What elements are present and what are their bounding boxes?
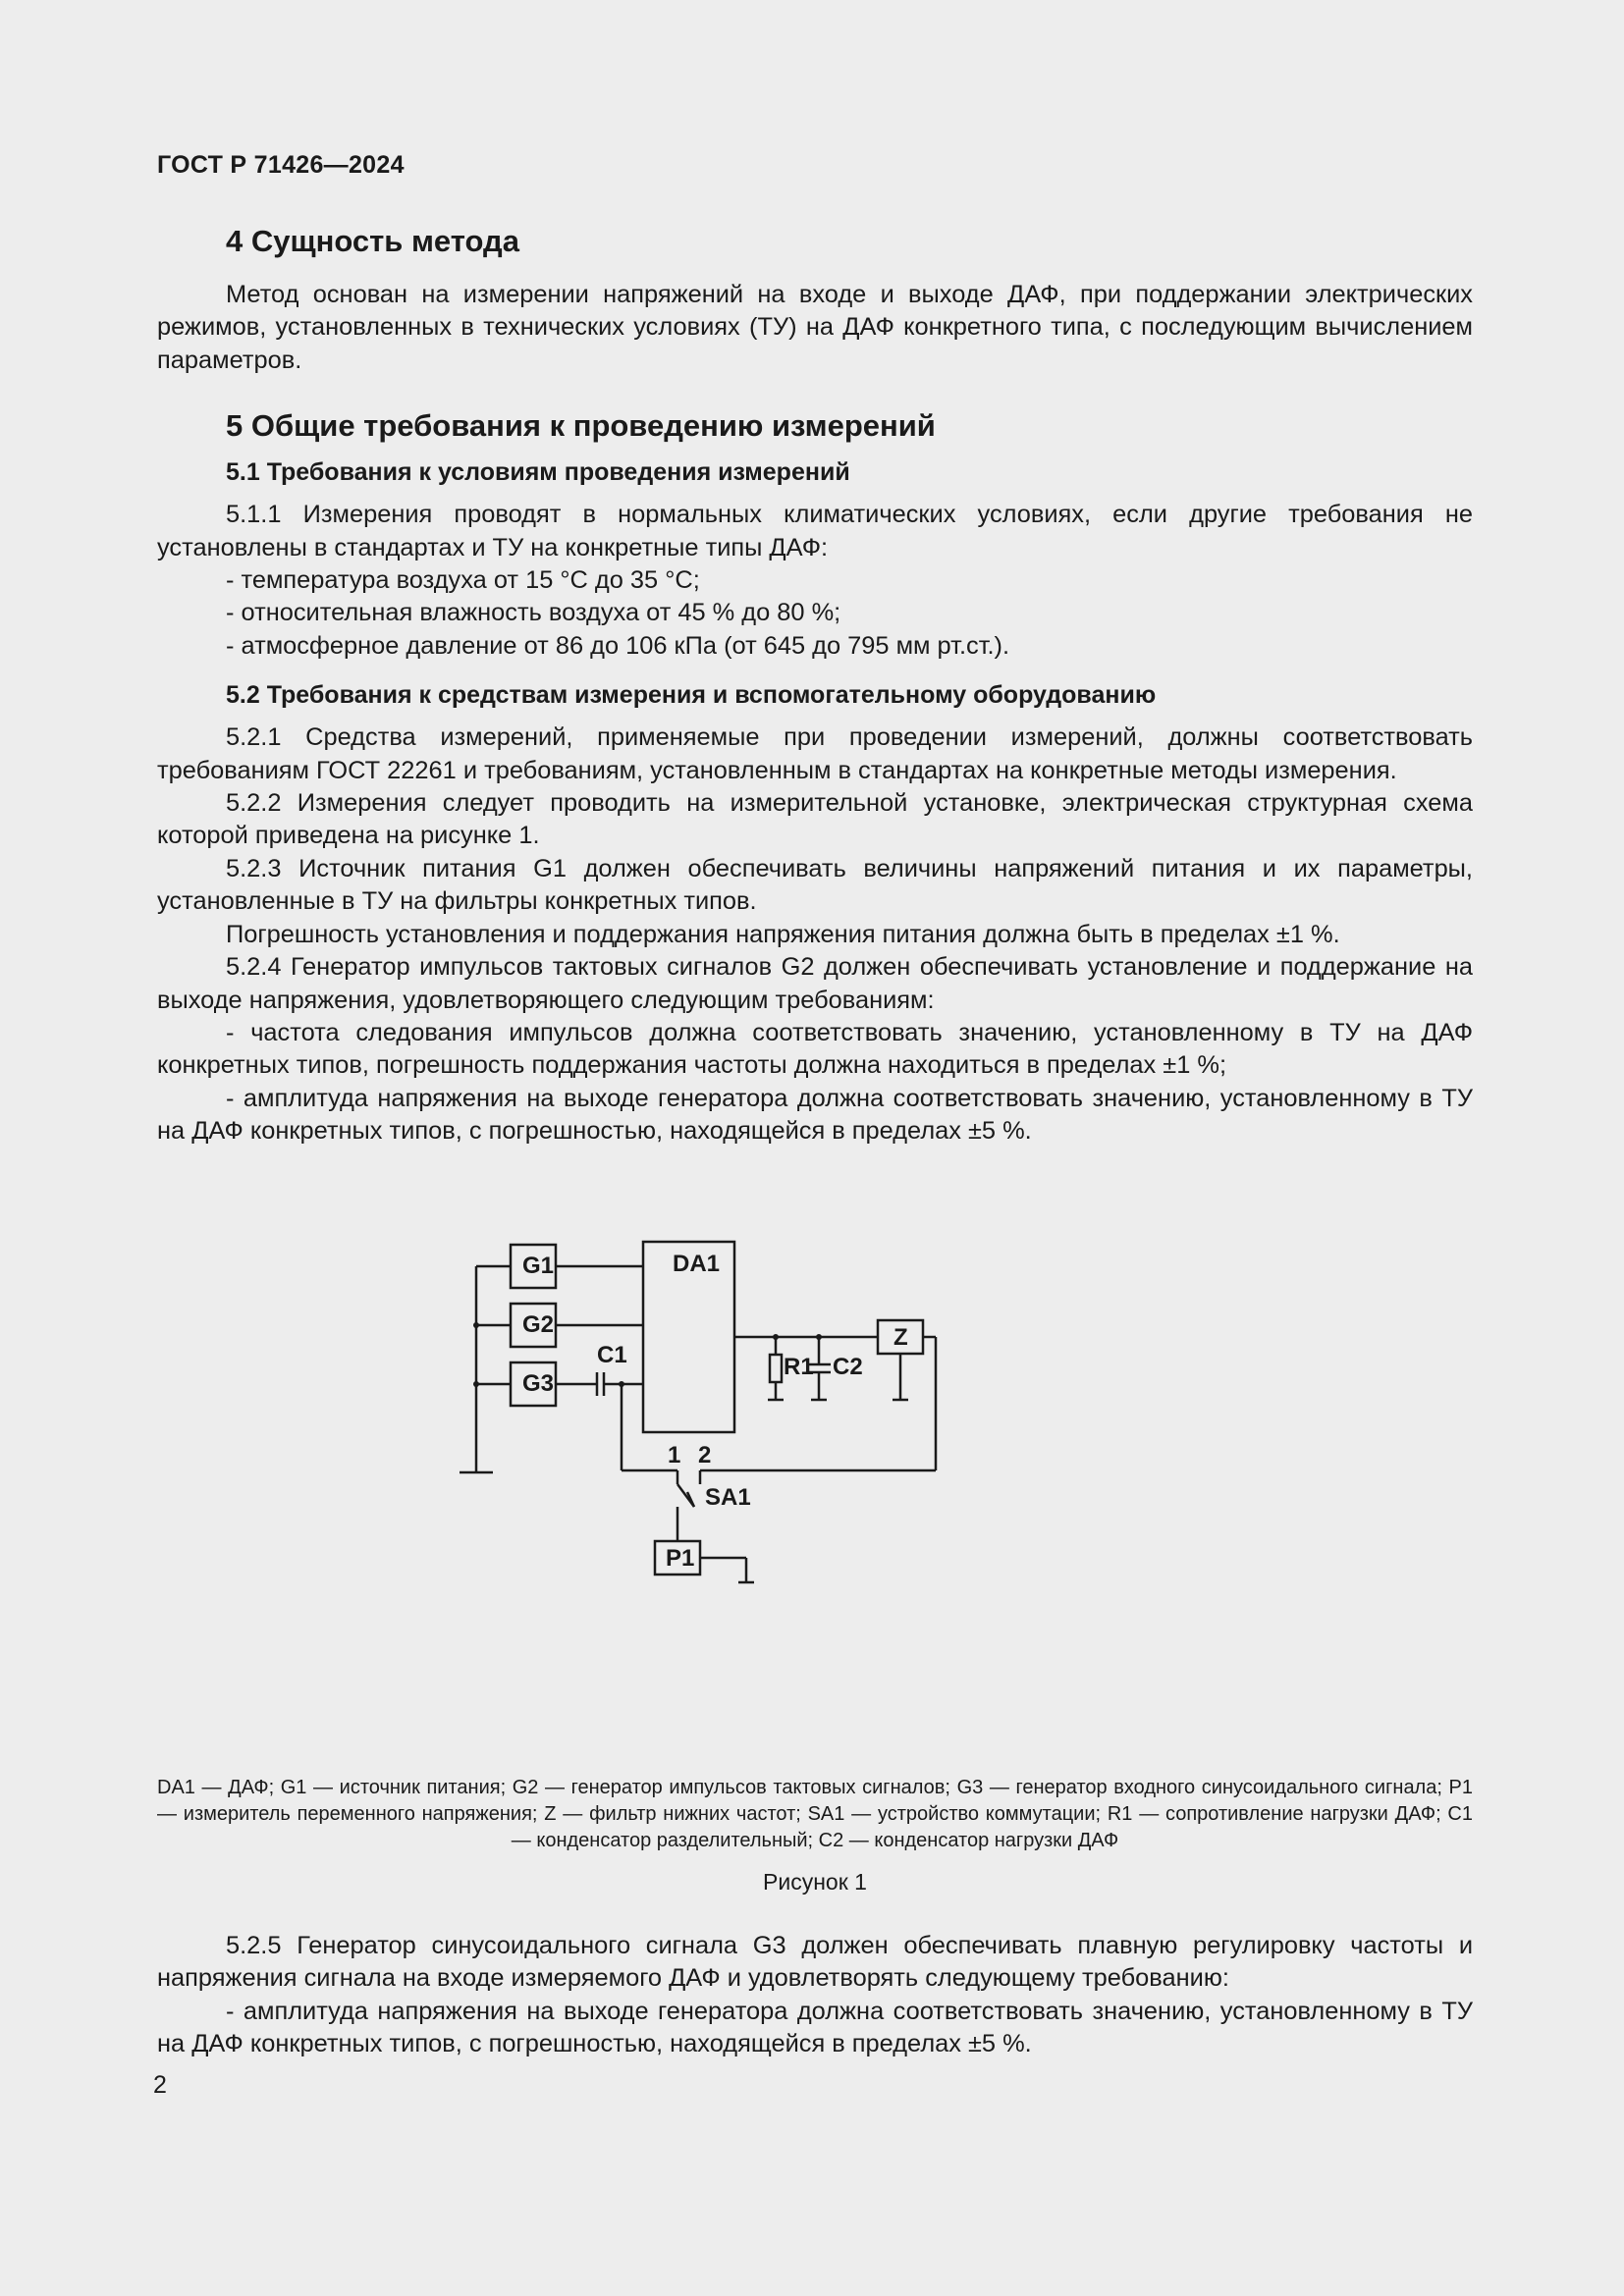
list-item-pressure: - атмосферное давление от 86 до 106 кПа (от 645 до 795 мм рт.ст.). [226, 631, 1010, 660]
circuit-diagram-figure [157, 1227, 1473, 1737]
junction-c1 [619, 1381, 624, 1387]
list-item-g3-amplitude: - амплитуда напряжения на выходе генератора должна соответствовать значению, установленному в ТУ на ДАФ конкретных типов, с погрешностью, находящейся в пределах ±5 %. [157, 1997, 1473, 2058]
list-item-frequency: - частота следования импульсов должна соответствовать значению, установленному в ТУ на ДАФ конкретных типов, погрешность поддержания частоты должна находиться в пределах ±1 %; [157, 1018, 1473, 1080]
paragraph-5-2-3: 5.2.3 Источник питания G1 должен обеспечивать величины напряжений питания и их параметры, установленные в ТУ на фильтры конкретных типов. [157, 854, 1473, 916]
section-5-1-title: 5.1 Требования к условиям проведения измерений [226, 458, 850, 487]
label-g2: G2 [522, 1311, 555, 1338]
circuit-diagram [157, 1227, 1473, 1737]
paragraph-5-1-1: 5.1.1 Измерения проводят в нормальных климатических условиях, если другие требования не установлены в стандартах и ТУ на конкретные типы ДАФ: [157, 501, 1473, 561]
paragraph-5-2-4: 5.2.4 Генератор импульсов тактовых сигналов G2 должен обеспечивать установление и поддержание на выходе напряжения, удовлетворяющего следующим требованиям: [157, 953, 1473, 1014]
label-g3: G3 [522, 1370, 555, 1397]
section-4-title: 4 Сущность метода [226, 224, 519, 258]
r1-body [770, 1355, 782, 1382]
document-body-continued [157, 1930, 1473, 2061]
list-item-temperature: - температура воздуха от 15 °С до 35 °С; [226, 566, 700, 595]
label-r1: R1 [784, 1354, 814, 1380]
label-pos1: 1 [668, 1442, 681, 1468]
list-item-amplitude: - амплитуда напряжения на выходе генератора должна соответствовать значению, установленному в ТУ на ДАФ конкретных типов, с погрешностью, находящейся в пределах ±5 %. [157, 1084, 1473, 1146]
label-g1: G1 [522, 1253, 555, 1279]
junction-c2 [816, 1334, 822, 1340]
label-z: Z [893, 1324, 908, 1351]
page-number: 2 [153, 2071, 167, 2099]
junction-g3 [473, 1381, 479, 1387]
label-c1: C1 [597, 1342, 627, 1368]
junction-r1 [773, 1334, 779, 1340]
section-5-title: 5 Общие требования к проведению измерений [226, 408, 936, 444]
paragraph-5-2-5: 5.2.5 Генератор синусоидального сигнала G3 должен обеспечивать плавную регулировку частоты и напряжения сигнала на входе измеряемого ДАФ и удовлетворять следующему требованию: [157, 1932, 1473, 1993]
paragraph-5-2-2: 5.2.2 Измерения следует проводить на измерительной установке, электрическая структурная схема которой приведена на рисунке 1. [157, 789, 1473, 850]
label-da1: DA1 [673, 1251, 721, 1277]
junction-g2 [473, 1322, 479, 1328]
paragraph-5-2-1: 5.2.1 Средства измерений, применяемые при проведении измерений, должны соответствовать требованиям ГОСТ 22261 и требованиям, установленным в стандартах на конкретные методы измерения. [157, 723, 1473, 784]
label-p1: P1 [666, 1545, 695, 1572]
list-item-humidity: - относительная влажность воздуха от 45 % до 80 %; [226, 599, 841, 627]
section-4-text: Метод основан на измерении напряжений на входе и выходе ДАФ, при поддержании электрических режимов, установленных в технических условиях (ТУ) на ДАФ конкретного типа, с последующим вычислением параметров. [157, 281, 1473, 374]
label-c2: C2 [833, 1354, 863, 1380]
paragraph-5-2-3-tolerance: Погрешность установления и поддержания напряжения питания должна быть в пределах ±1 %. [226, 920, 1340, 948]
label-pos2: 2 [698, 1442, 712, 1468]
document-body [157, 222, 1473, 1148]
section-5-2-title: 5.2 Требования к средствам измерения и вспомогательному оборудованию [226, 681, 1157, 710]
label-sa1: SA1 [705, 1484, 751, 1511]
figure-caption: Рисунок 1 [763, 1869, 867, 1895]
document-code-header: ГОСТ Р 71426—2024 [157, 151, 405, 179]
figure-legend: DA1 — ДАФ; G1 — источник питания; G2 — генератор импульсов тактовых сигналов; G3 — генератор входного синусоидального сигнала; Р1 — измеритель переменного напряжения; Z — фильтр нижних частот; SA1 — устройство коммутации; R1 — сопротивление нагрузки ДАФ; С1 — конденсатор разделительный; С2 — конденсатор нагрузки ДАФ [157, 1777, 1473, 1851]
